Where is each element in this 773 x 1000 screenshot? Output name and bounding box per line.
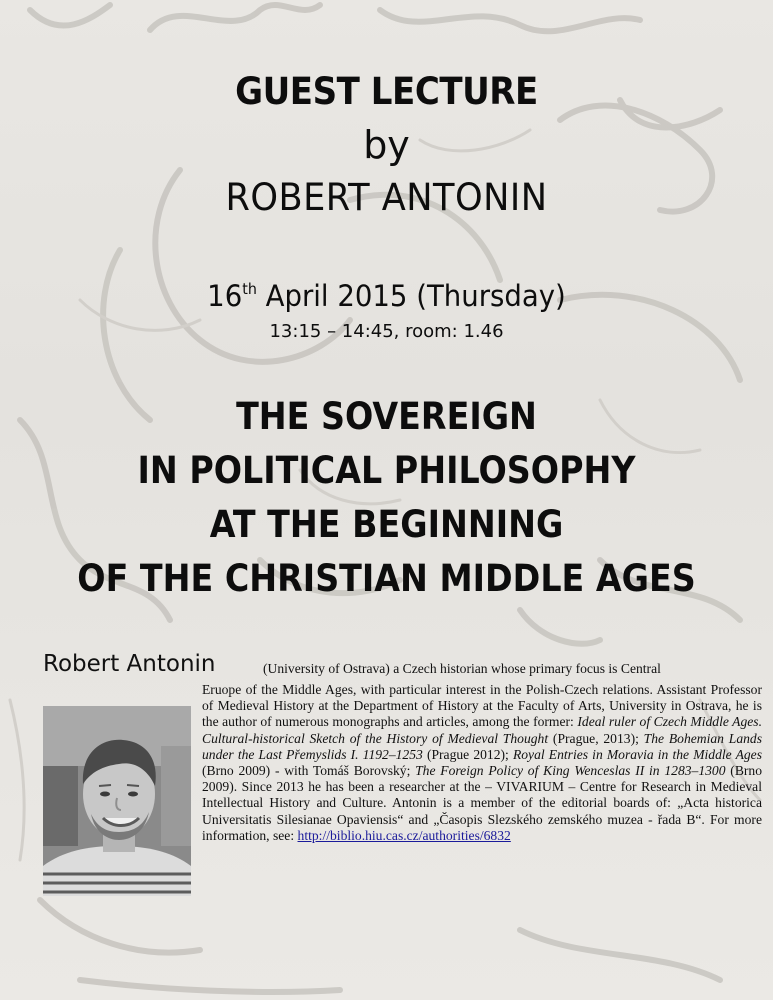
bio-text-segment: (Brno 2009). Since 2013 he has been a researcher at the – VIVARIUM – Centre for Research in Medieval Intellectual History and Culture. Antonin is a member of the editorial boards of: „Acta historica Universitatis Silesianae Opaviensis“ and „Časopis Slezského zemského muzea - řada B“. For more information, see: [202,763,763,843]
lecture-title-line: OF THE CHRISTIAN MIDDLE AGES [77,557,696,600]
date-ordinal-suffix: th [242,280,257,298]
book-title: Royal Entries in Moravia in the Middle Ages [512,746,762,762]
bio-intro-line: (University of Ostrava) a Czech historian whose primary focus is Central [263,661,661,676]
by-label: by [363,123,410,167]
lecture-title-line: IN POLITICAL PHILOSOPHY [137,449,636,492]
bio-text [202,682,762,844]
event-type-heading: GUEST LECTURE [235,70,538,113]
speaker-portrait-illustration [43,706,191,896]
book-title: Ideal ruler of Czech Middle Ages. Cultural-historical Sketch of the History of Medieval Thought [202,714,762,746]
bio-speaker-name: Robert Antonin [43,651,216,677]
book-title: The Bohemian Lands under the Last Přemyslids I. 1192–1253 [202,730,762,762]
author-profile-link[interactable]: http://biblio.hiu.cas.cz/authorities/6832 [297,827,511,843]
speaker-photo [43,706,191,896]
bio-text-segment: (Prague, 2013); [548,730,644,746]
bio-text-segment: Eruope of the Middle Ages, with particular interest in the Polish-Czech relations. Assistant Professor of Medieval History at the Department of History at the Faculty of Arts, University in Ostrava, he is the author of numerous monographs and articles, among the former: [202,682,762,730]
lecture-title [39,390,735,606]
book-title: The Foreign Policy of King Wenceslas II in 1283–1300 [415,763,726,779]
date-month-year-weekday: April 2015 (Thursday) [256,279,566,313]
lecture-title-line: AT THE BEGINNING [209,503,564,546]
lecture-title-line: THE SOVEREIGN [236,395,537,438]
event-time-room: 13:15 – 14:45, room: 1.46 [269,321,504,342]
speaker-name-heading: ROBERT ANTONIN [225,176,548,219]
event-date [19,279,753,313]
date-day: 16 [207,279,243,313]
bio-text-segment: (Brno 2009) - with Tomáš Borovský; [202,763,416,779]
bio-text-segment: (Prague 2012); [422,746,513,762]
